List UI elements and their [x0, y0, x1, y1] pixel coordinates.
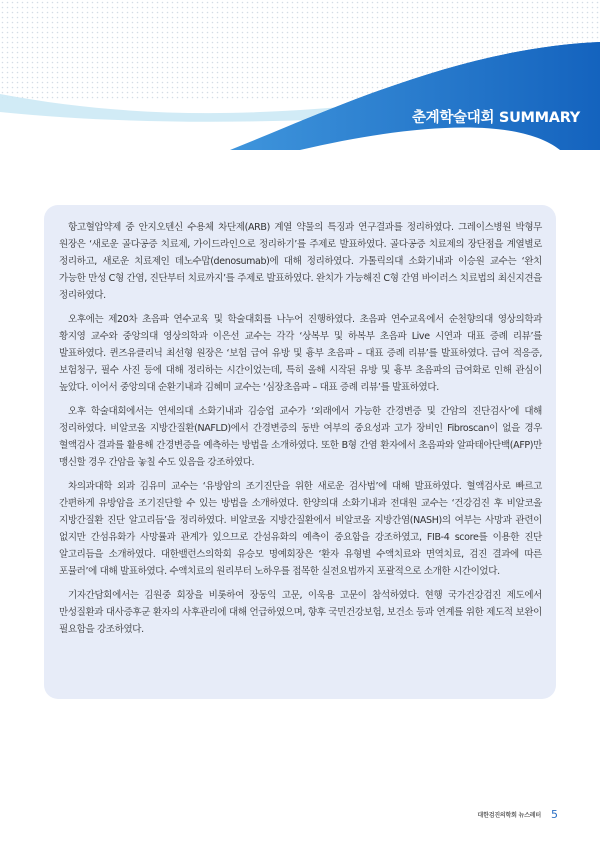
- summary-content-box: [44, 205, 556, 699]
- paragraph-3: 오후 학술대회에서는 연세의대 소화기내과 김승업 교수가 ‘외래에서 가능한 간경변증 및 간암의 진단검사’에 대해 정리하였다. 비알코올 지방간질환(NAFLD)에서 간경변증의 동반 여부의 중요성과 고가 장비인 Fibroscan이 없을 경우 혈액검사 결과를 활용해 간경변증을 예측하는 방법을 소개하였다. 또한 B형 간염 환자에서 초음파와 알파태아단백(AFP)만 맹신할 경우 간암을 놓칠 수도 있음을 강조하였다.: [59, 406, 542, 468]
- header-wave-graphic: [0, 0, 600, 150]
- paragraph-1: 항고혈압약제 중 안지오텐신 수용체 차단제(ARB) 계열 약물의 특징과 연구결과를 정리하였다. 그레이스병원 박형무 원장은 ‘새로운 골다공증 치료제, 가이드라인으로 정리하기’를 주제로 발표하였다. 골다공증 치료제의 장단점을 계열별로 정리하고, 새로운 치료제인 데노수맙(denosumab)에 대해 정리하였다. 가톨릭의대 소화기내과 이승원 교수는 ‘완치 가능한 만성 C형 간염, 진단부터 치료까지’를 주제로 발표하였다. 완치가 가능해진 C형 간염 바이러스 치료법의 최신지견을 정리하였다.: [59, 222, 542, 301]
- paragraph-5: 기자간담회에서는 김원중 회장을 비롯하여 장동익 고문, 이욱용 고문이 참석하였다. 현행 국가건강검진 제도에서 만성질환과 대사증후군 환자의 사후관리에 대해 언급하였으며, 향후 국민건강보험, 보건소 등과 연계를 위한 제도적 보완이 필요함을 강조하였다.: [59, 590, 542, 635]
- newsletter-label: 대한검진의학회 뉴스레터: [477, 812, 541, 819]
- paragraph-2: 오후에는 제20차 초음파 연수교육 및 학술대회를 나누어 진행하였다. 초음파 연수교육에서 순천향의대 영상의학과 황지영 교수와 중앙의대 영상의학과 이은선 교수는 각각 ‘상복부 및 하복부 초음파 Live 시연과 대표 증례 리뷰’를 발표하였다. 퀸즈유클리닉 최선형 원장은 ‘보험 급여 유방 및 흉부 초음파 – 대표 증례 리뷰’를 발표하였다. 급여 적응증, 보험청구, 필수 사진 등에 대해 정리하는 시간이었는데, 특히 올해 시작된 유방 및 흉부 초음파의 급여화로 인해 관심이 높았다. 이어서 중앙의대 순환기내과 김혜미 교수는 ‘심장초음파 – 대표 증례 리뷰’를 발표하였다.: [59, 314, 542, 393]
- page-number: 5: [551, 808, 558, 821]
- paragraph-4: 차의과대학 외과 김유미 교수는 ‘유방암의 조기진단을 위한 새로운 검사법’에 대해 발표하였다. 혈액검사로 빠르고 간편하게 유방암을 조기진단할 수 있는 방법을 소개하였다. 한양의대 소화기내과 전대원 교수는 ‘건강검진 후 비알코올 지방간질환 진단 알고리듬’을 정리하였다. 비알코올 지방간질환에서 비알코올 지방간염(NASH)의 여부는 사망과 관련이 없지만 간섬유화가 사망률과 관계가 있으므로 간섬유화의 예측이 중요함을 강조하였고, FIB-4 score를 이용한 진단 알고리듬을 소개하였다. 대한밸런스의학회 유승모 명예회장은 ‘환자 유형별 수액치료와 면역치료, 검진 결과에 따른 포뮬러’에 대해 발표하였다. 수액치료의 원리부터 노하우를 접목한 실전요법까지 포괄적으로 소개한 시간이었다.: [59, 481, 542, 577]
- page-footer: [478, 808, 558, 821]
- section-title: 춘계학술대회 SUMMARY: [411, 110, 580, 126]
